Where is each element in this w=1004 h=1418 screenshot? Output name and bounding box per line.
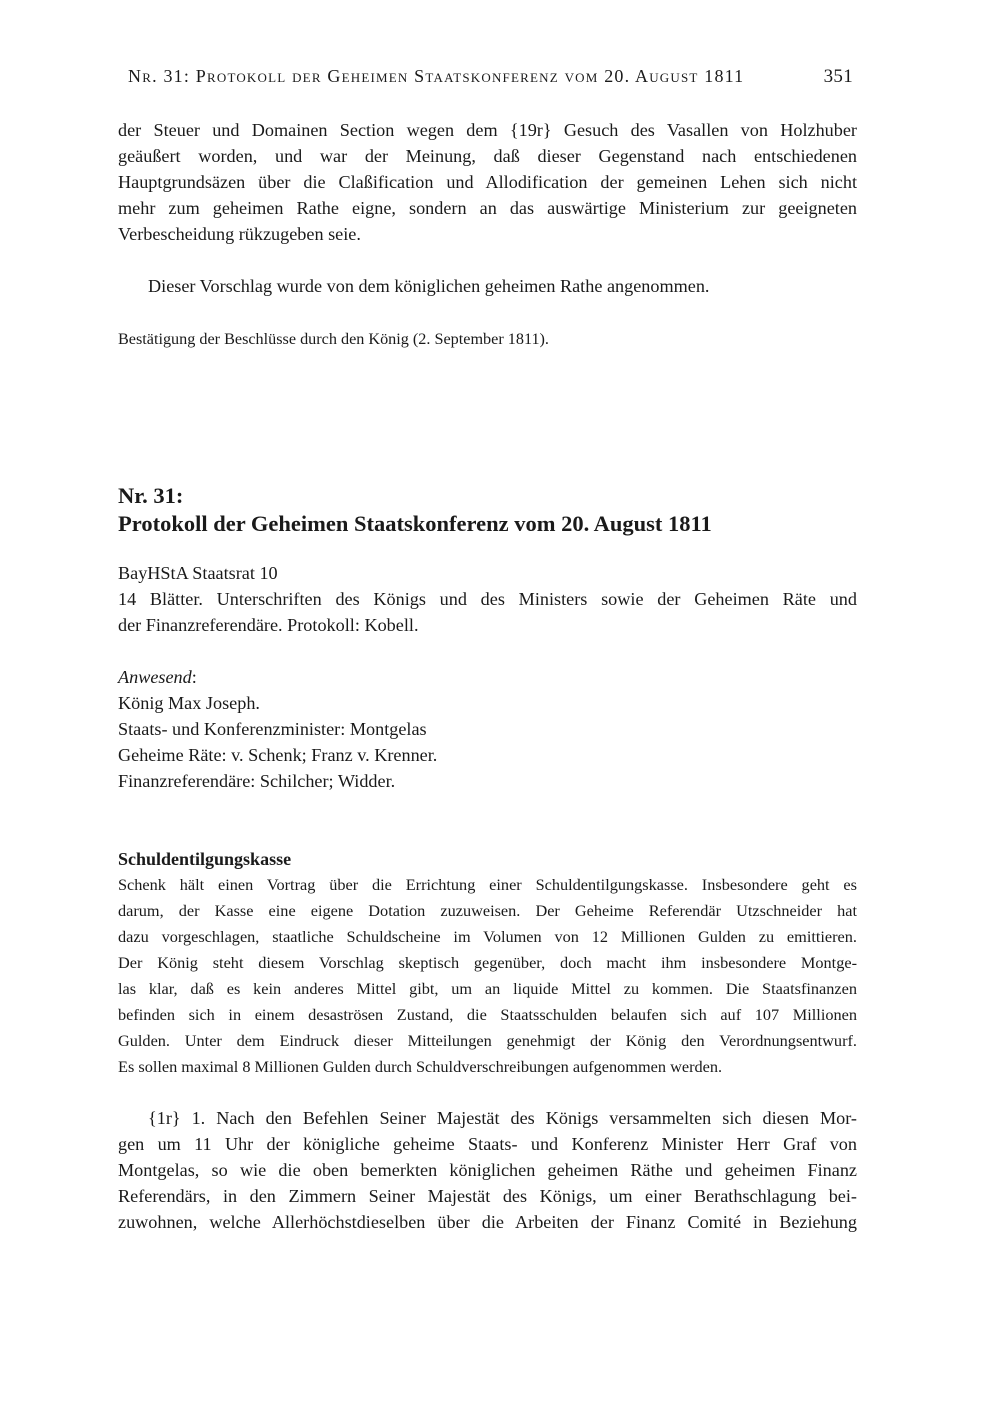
document-number: Nr. 31: — [118, 483, 184, 508]
source-info — [118, 560, 857, 638]
confirmation-note: Bestätigung der Beschlüsse durch den König (2. September 1811). — [118, 330, 549, 348]
proposal-paragraph: Dieser Vorschlag wurde von dem königlichen geheimen Rathe angenommen. — [148, 276, 710, 296]
summary-line: Es sollen maximal 8 Millionen Gulden durch Schuldverschreibungen aufgenommen werden. — [118, 1057, 723, 1076]
summary-line: darum, der Kasse eine eigene Dotation zuzuweisen. Der Geheime Referendär Utzschneider hat — [118, 901, 857, 920]
attendance-heading — [118, 664, 857, 690]
summary-line: las klar, daß es kein anderes Mittel gibt, um an liquide Mittel zu kommen. Die Staatsfinanzen — [118, 979, 857, 998]
section-title: Schuldentilgungskasse — [118, 849, 292, 869]
summary-line: Gulden. Unter dem Eindruck dieser Mitteilungen genehmigt der König den Verordnungsentwurf. — [118, 1031, 857, 1050]
text-line: Verbescheidung rükzugeben seie. — [118, 224, 361, 244]
summary-line: dazu vorgeschlagen, staatliche Schuldscheine im Volumen von 12 Millionen Gulden zu emittieren. — [118, 927, 857, 946]
attendance-colon: : — [191, 667, 197, 687]
running-head-title: Nr. 31: Protokoll der Geheimen Staatskonferenz vom 20. August 1811 — [128, 66, 745, 86]
body-line: Montgelas, so wie die oben bemerkten königlichen geheimen Räthe und geheimen Finanz — [118, 1160, 857, 1180]
document-title: Protokoll der Geheimen Staatskonferenz vom 20. August 1811 — [118, 511, 712, 536]
continuation-paragraph — [118, 117, 857, 247]
archive-reference: BayHStA Staatsrat 10 — [118, 563, 278, 583]
running-head — [118, 66, 857, 90]
text-line: der Steuer und Domainen Section wegen dem {19r} Gesuch des Vasallen von Holzhuber — [118, 120, 857, 140]
attendee-line: Finanzreferendäre: Schilcher; Widder. — [118, 771, 396, 791]
text-line: Hauptgrundsäzen über die Claßification und Allodification der gemeinen Lehen sich nicht — [118, 172, 857, 192]
page-number: 351 — [823, 66, 853, 87]
body-line: Referendärs, in den Zimmern Seiner Majestät des Königs, um einer Berathschlagung bei- — [118, 1186, 857, 1206]
source-description-line: der Finanzreferendäre. Protokoll: Kobell. — [118, 615, 419, 635]
text-line: mehr zum geheimen Rathe eigne, sondern an das auswärtige Ministerium zur geeigneten — [118, 198, 857, 218]
document-page — [118, 0, 857, 1418]
body-line: gen um 11 Uhr der königliche geheime Staats- und Konferenz Minister Herr Graf von — [118, 1134, 857, 1154]
section-summary — [118, 872, 857, 1080]
attendee-line: Staats- und Konferenzminister: Montgelas — [118, 719, 427, 739]
text-line: geäußert worden, und war der Meinung, daß dieser Gegenstand nach entschiedenen — [118, 146, 857, 166]
summary-line: Schenk hält einen Vortrag über die Errichtung einer Schuldentilgungskasse. Insbesondere geht es — [118, 875, 857, 894]
attendee-line: König Max Joseph. — [118, 693, 260, 713]
protocol-body — [118, 1105, 857, 1235]
summary-line: befinden sich in einem desaströsen Zustand, die Staatsschulden belaufen sich auf 107 Millionen — [118, 1005, 857, 1024]
source-description-line: 14 Blätter. Unterschriften des Königs und des Ministers sowie der Geheimen Räte und — [118, 589, 857, 609]
body-line: {1r} 1. Nach den Befehlen Seiner Majestät des Königs versammelten sich diesen Mor- — [148, 1108, 857, 1128]
attendance-label: Anwesend — [118, 667, 192, 687]
document-heading — [118, 482, 857, 538]
attendee-line: Geheime Räte: v. Schenk; Franz v. Krenner. — [118, 745, 438, 765]
summary-line: Der König steht diesem Vorschlag skeptisch gegenüber, doch macht ihm insbesondere Montge- — [118, 953, 857, 972]
attendance-list — [118, 664, 857, 794]
body-line: zuwohnen, welche Allerhöchstdieselben über die Arbeiten der Finanz Comité in Beziehung — [118, 1212, 857, 1232]
